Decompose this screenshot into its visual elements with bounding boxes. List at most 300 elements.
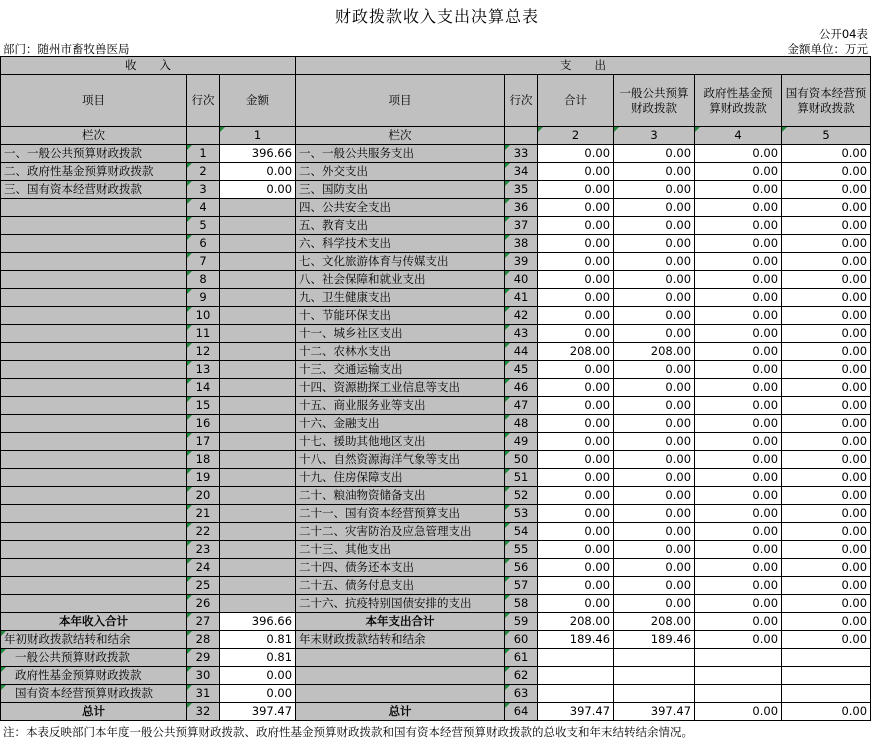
general-budget-cell[interactable]: 0.00 xyxy=(614,415,695,433)
table-row xyxy=(1,253,871,271)
expense-item-cell[interactable]: 三、国防支出 xyxy=(296,181,505,199)
expense-rowno-cell[interactable]: 46 xyxy=(505,379,538,397)
general-budget-cell[interactable]: 0.00 xyxy=(614,163,695,181)
carryover-fund-budget[interactable]: 0.00 xyxy=(695,631,782,649)
income-rowno-cell[interactable]: 7 xyxy=(187,253,220,271)
expense-rowno-cell[interactable]: 44 xyxy=(505,343,538,361)
state-capital-cell[interactable]: 0.00 xyxy=(782,235,871,253)
expense-total-cell[interactable]: 0.00 xyxy=(538,145,614,163)
fund-budget-cell[interactable]: 0.00 xyxy=(695,289,782,307)
table-row xyxy=(1,145,871,163)
general-budget-cell[interactable]: 0.00 xyxy=(614,523,695,541)
fund-budget-cell[interactable]: 0.00 xyxy=(695,325,782,343)
annual-total-state-capital[interactable]: 0.00 xyxy=(782,613,871,631)
table-row xyxy=(1,307,871,325)
expense-rowno-cell[interactable]: 55 xyxy=(505,541,538,559)
fund-budget-cell[interactable]: 0.00 xyxy=(695,361,782,379)
fund-budget-cell[interactable]: 0.00 xyxy=(695,577,782,595)
income-rowno-cell[interactable]: 2 xyxy=(187,163,220,181)
income-item-cell[interactable] xyxy=(1,253,187,271)
expense-total-cell[interactable]: 0.00 xyxy=(538,487,614,505)
expense-item-cell[interactable]: 十三、交通运输支出 xyxy=(296,361,505,379)
general-budget-cell[interactable]: 0.00 xyxy=(614,505,695,523)
income-amount-cell[interactable]: 0.00 xyxy=(220,163,296,181)
expense-item-cell[interactable]: 七、文化旅游体育与传媒支出 xyxy=(296,253,505,271)
expense-rowno-cell[interactable]: 51 xyxy=(505,469,538,487)
column-index-2: 2 xyxy=(538,127,614,145)
income-rowno-cell[interactable]: 4 xyxy=(187,199,220,217)
fund-budget-cell[interactable]: 0.00 xyxy=(695,451,782,469)
income-amount-cell[interactable] xyxy=(220,451,296,469)
general-budget-cell[interactable]: 0.00 xyxy=(614,559,695,577)
income-item-cell[interactable] xyxy=(1,505,187,523)
income-amount-cell[interactable] xyxy=(220,235,296,253)
fund-budget-cell[interactable]: 0.00 xyxy=(695,145,782,163)
income-amount-cell[interactable] xyxy=(220,415,296,433)
income-rowno-cell[interactable]: 23 xyxy=(187,541,220,559)
state-capital-cell[interactable]: 0.00 xyxy=(782,397,871,415)
state-capital-cell[interactable]: 0.00 xyxy=(782,361,871,379)
carryover-detail-amount[interactable]: 0.00 xyxy=(220,667,296,685)
table-row xyxy=(1,595,871,613)
expense-rowno-cell[interactable]: 53 xyxy=(505,505,538,523)
income-rowno-cell[interactable]: 20 xyxy=(187,487,220,505)
income-amount-cell[interactable] xyxy=(220,361,296,379)
state-capital-cell[interactable]: 0.00 xyxy=(782,523,871,541)
carryover-income-amount[interactable]: 0.81 xyxy=(220,631,296,649)
carryover-detail-fund xyxy=(695,649,782,667)
income-amount-cell[interactable] xyxy=(220,595,296,613)
department-label: 部门：随州市畜牧兽医局 xyxy=(3,42,130,56)
carryover-detail-rowno[interactable]: 29 xyxy=(187,649,220,667)
expense-item-cell[interactable]: 一、一般公共服务支出 xyxy=(296,145,505,163)
carryover-detail-item[interactable]: 政府性基金预算财政拨款 xyxy=(1,667,187,685)
expense-rowno-cell[interactable]: 43 xyxy=(505,325,538,343)
grand-total-general-budget[interactable]: 397.47 xyxy=(614,703,695,721)
carryover-general-budget[interactable]: 189.46 xyxy=(614,631,695,649)
carryover-state-capital[interactable]: 0.00 xyxy=(782,631,871,649)
expense-rowno-cell[interactable]: 33 xyxy=(505,145,538,163)
income-rowno-cell[interactable]: 3 xyxy=(187,181,220,199)
expense-item-cell[interactable]: 二十二、灾害防治及应急管理支出 xyxy=(296,523,505,541)
expense-rowno-cell[interactable]: 52 xyxy=(505,487,538,505)
income-rowno-cell[interactable]: 25 xyxy=(187,577,220,595)
column-index-5: 5 xyxy=(782,127,871,145)
income-rowno-cell[interactable]: 5 xyxy=(187,217,220,235)
carryover-detail-item[interactable]: 一般公共预算财政拨款 xyxy=(1,649,187,667)
table-row xyxy=(1,343,871,361)
carryover-expense-item[interactable]: 年末财政拨款结转和结余 xyxy=(296,631,505,649)
fund-budget-cell[interactable]: 0.00 xyxy=(695,217,782,235)
state-capital-cell[interactable]: 0.00 xyxy=(782,289,871,307)
general-budget-cell[interactable]: 0.00 xyxy=(614,577,695,595)
income-item-cell[interactable] xyxy=(1,235,187,253)
fund-budget-cell[interactable]: 0.00 xyxy=(695,253,782,271)
table-row xyxy=(1,433,871,451)
income-item-cell[interactable] xyxy=(1,559,187,577)
income-rowno-cell[interactable]: 9 xyxy=(187,289,220,307)
grand-total-expense-total[interactable]: 397.47 xyxy=(538,703,614,721)
annual-total-income-amount[interactable]: 396.66 xyxy=(220,613,296,631)
fund-budget-cell[interactable]: 0.00 xyxy=(695,307,782,325)
expense-rowno-cell[interactable]: 39 xyxy=(505,253,538,271)
general-budget-cell[interactable]: 0.00 xyxy=(614,235,695,253)
fund-budget-cell[interactable]: 0.00 xyxy=(695,235,782,253)
state-capital-cell[interactable]: 0.00 xyxy=(782,577,871,595)
income-amount-cell[interactable] xyxy=(220,577,296,595)
fund-budget-cell[interactable]: 0.00 xyxy=(695,181,782,199)
income-amount-cell[interactable] xyxy=(220,505,296,523)
expense-total-cell[interactable]: 0.00 xyxy=(538,451,614,469)
expense-total-cell[interactable]: 0.00 xyxy=(538,505,614,523)
general-budget-cell[interactable]: 0.00 xyxy=(614,451,695,469)
income-rowno-cell[interactable]: 13 xyxy=(187,361,220,379)
income-item-cell[interactable] xyxy=(1,289,187,307)
income-rowno-cell[interactable]: 19 xyxy=(187,469,220,487)
fund-budget-cell[interactable]: 0.00 xyxy=(695,487,782,505)
income-item-cell[interactable] xyxy=(1,415,187,433)
expense-item-cell[interactable]: 二十六、抗疫特别国债安排的支出 xyxy=(296,595,505,613)
income-rowno-cell[interactable]: 14 xyxy=(187,379,220,397)
grand-total-fund-budget[interactable]: 0.00 xyxy=(695,703,782,721)
carryover-income-item[interactable]: 年初财政拨款结转和结余 xyxy=(1,631,187,649)
expense-rowno-cell[interactable]: 38 xyxy=(505,235,538,253)
income-item-cell[interactable] xyxy=(1,577,187,595)
expense-rowno-cell[interactable]: 41 xyxy=(505,289,538,307)
footnote: 注：本表反映部门本年度一般公共预算财政拨款、政府性基金预算财政拨款和国有资本经营预算财政拨款的总收支和年末结转结余情况。 xyxy=(3,725,693,739)
income-item-cell[interactable] xyxy=(1,487,187,505)
expense-rowno-cell[interactable]: 42 xyxy=(505,307,538,325)
state-capital-cell[interactable]: 0.00 xyxy=(782,487,871,505)
income-item-cell[interactable] xyxy=(1,307,187,325)
grand-total-state-capital[interactable]: 0.00 xyxy=(782,703,871,721)
annual-total-income-rowno[interactable]: 27 xyxy=(187,613,220,631)
state-capital-cell[interactable]: 0.00 xyxy=(782,451,871,469)
general-budget-cell[interactable]: 208.00 xyxy=(614,343,695,361)
fund-budget-cell[interactable]: 0.00 xyxy=(695,469,782,487)
grand-total-expense-item[interactable]: 总计 xyxy=(296,703,505,721)
expense-rowno-cell[interactable]: 58 xyxy=(505,595,538,613)
general-budget-cell[interactable]: 0.00 xyxy=(614,289,695,307)
general-budget-cell[interactable]: 0.00 xyxy=(614,397,695,415)
annual-total-general-budget[interactable]: 208.00 xyxy=(614,613,695,631)
expense-total-cell[interactable]: 0.00 xyxy=(538,469,614,487)
expense-total-cell[interactable]: 0.00 xyxy=(538,379,614,397)
income-item-cell[interactable] xyxy=(1,595,187,613)
expense-item-cell[interactable]: 九、卫生健康支出 xyxy=(296,289,505,307)
state-capital-cell[interactable]: 0.00 xyxy=(782,253,871,271)
fund-budget-cell[interactable]: 0.00 xyxy=(695,343,782,361)
expense-item-cell[interactable]: 十二、农林水支出 xyxy=(296,343,505,361)
income-rowno-cell[interactable]: 26 xyxy=(187,595,220,613)
fund-budget-cell[interactable]: 0.00 xyxy=(695,523,782,541)
expense-total-cell[interactable]: 0.00 xyxy=(538,595,614,613)
carryover-detail-expense-item xyxy=(296,667,505,685)
income-amount-cell[interactable] xyxy=(220,487,296,505)
state-capital-cell[interactable]: 0.00 xyxy=(782,469,871,487)
income-amount-cell[interactable] xyxy=(220,271,296,289)
expense-item-cell[interactable]: 十五、商业服务业等支出 xyxy=(296,397,505,415)
fund-budget-cell[interactable]: 0.00 xyxy=(695,415,782,433)
income-rowno-cell[interactable]: 8 xyxy=(187,271,220,289)
income-item-cell[interactable] xyxy=(1,379,187,397)
expense-rowno-cell[interactable]: 56 xyxy=(505,559,538,577)
income-amount-cell[interactable] xyxy=(220,325,296,343)
income-rowno-cell[interactable]: 21 xyxy=(187,505,220,523)
carryover-detail-state xyxy=(782,685,871,703)
grand-total-income-rowno[interactable]: 32 xyxy=(187,703,220,721)
expense-total-cell[interactable]: 0.00 xyxy=(538,415,614,433)
income-rowno-cell[interactable]: 22 xyxy=(187,523,220,541)
income-item-cell[interactable] xyxy=(1,343,187,361)
table-row xyxy=(1,199,871,217)
carryover-detail-general xyxy=(614,685,695,703)
expense-rowno-cell[interactable]: 36 xyxy=(505,199,538,217)
expense-rowno-cell[interactable]: 35 xyxy=(505,181,538,199)
state-capital-cell[interactable]: 0.00 xyxy=(782,595,871,613)
expense-total-cell[interactable]: 0.00 xyxy=(538,271,614,289)
expense-rowno-cell[interactable]: 50 xyxy=(505,451,538,469)
expense-item-cell[interactable]: 十九、住房保障支出 xyxy=(296,469,505,487)
general-budget-header: 一般公共预算财政拨款 xyxy=(614,75,695,127)
carryover-detail-expense-total xyxy=(538,685,614,703)
fund-budget-cell[interactable]: 0.00 xyxy=(695,397,782,415)
table-row xyxy=(1,505,871,523)
income-amount-cell[interactable] xyxy=(220,289,296,307)
income-amount-cell[interactable] xyxy=(220,199,296,217)
general-budget-cell[interactable]: 0.00 xyxy=(614,145,695,163)
general-budget-cell[interactable]: 0.00 xyxy=(614,253,695,271)
general-budget-cell[interactable]: 0.00 xyxy=(614,271,695,289)
amount-unit-label: 金额单位：万元 xyxy=(787,42,868,56)
expense-rowno-cell[interactable]: 47 xyxy=(505,397,538,415)
income-item-cell[interactable] xyxy=(1,469,187,487)
income-amount-cell[interactable] xyxy=(220,343,296,361)
expense-item-cell[interactable]: 二十五、债务付息支出 xyxy=(296,577,505,595)
expense-rowno-cell[interactable]: 54 xyxy=(505,523,538,541)
state-capital-cell[interactable]: 0.00 xyxy=(782,379,871,397)
carryover-detail-expense-rowno[interactable]: 62 xyxy=(505,667,538,685)
income-item-cell[interactable] xyxy=(1,541,187,559)
income-amount-cell[interactable] xyxy=(220,307,296,325)
carryover-income-rowno[interactable]: 28 xyxy=(187,631,220,649)
general-budget-cell[interactable]: 0.00 xyxy=(614,325,695,343)
income-amount-cell[interactable] xyxy=(220,469,296,487)
income-rowno-cell[interactable]: 18 xyxy=(187,451,220,469)
general-budget-cell[interactable]: 0.00 xyxy=(614,487,695,505)
income-item-cell[interactable] xyxy=(1,433,187,451)
general-budget-cell[interactable]: 0.00 xyxy=(614,307,695,325)
state-capital-cell[interactable]: 0.00 xyxy=(782,541,871,559)
income-item-cell[interactable] xyxy=(1,523,187,541)
income-item-cell[interactable]: 三、国有资本经营财政拨款 xyxy=(1,181,187,199)
expense-total-cell[interactable]: 0.00 xyxy=(538,325,614,343)
expense-section-header: 支 出 xyxy=(296,57,871,75)
state-capital-cell[interactable]: 0.00 xyxy=(782,343,871,361)
income-rowno-cell[interactable]: 16 xyxy=(187,415,220,433)
table-row xyxy=(1,379,871,397)
expense-item-cell[interactable]: 二十一、国有资本经营预算支出 xyxy=(296,505,505,523)
expense-total-cell[interactable]: 0.00 xyxy=(538,577,614,595)
general-budget-cell[interactable]: 0.00 xyxy=(614,541,695,559)
table-row xyxy=(1,217,871,235)
column-index-3: 3 xyxy=(614,127,695,145)
income-amount-cell[interactable]: 0.00 xyxy=(220,181,296,199)
income-item-cell[interactable] xyxy=(1,217,187,235)
state-capital-cell[interactable]: 0.00 xyxy=(782,307,871,325)
income-section-header: 收 入 xyxy=(1,57,296,75)
income-item-cell[interactable] xyxy=(1,325,187,343)
expense-rowno-cell[interactable]: 57 xyxy=(505,577,538,595)
expense-rowno-cell[interactable]: 40 xyxy=(505,271,538,289)
state-capital-cell[interactable]: 0.00 xyxy=(782,181,871,199)
state-capital-cell[interactable]: 0.00 xyxy=(782,145,871,163)
expense-item-cell[interactable]: 十六、金融支出 xyxy=(296,415,505,433)
income-item-cell[interactable] xyxy=(1,397,187,415)
expense-total-cell[interactable]: 0.00 xyxy=(538,523,614,541)
income-item-cell[interactable] xyxy=(1,199,187,217)
expense-item-cell[interactable]: 四、公共安全支出 xyxy=(296,199,505,217)
expense-total-cell[interactable]: 0.00 xyxy=(538,433,614,451)
income-item-cell[interactable] xyxy=(1,271,187,289)
grand-total-expense-rowno[interactable]: 64 xyxy=(505,703,538,721)
expense-total-cell[interactable]: 0.00 xyxy=(538,541,614,559)
carryover-detail-expense-rowno[interactable]: 61 xyxy=(505,649,538,667)
income-item-cell[interactable]: 一、一般公共预算财政拨款 xyxy=(1,145,187,163)
income-amount-cell[interactable]: 396.66 xyxy=(220,145,296,163)
expense-total-cell[interactable]: 0.00 xyxy=(538,361,614,379)
state-capital-cell[interactable]: 0.00 xyxy=(782,559,871,577)
general-budget-cell[interactable]: 0.00 xyxy=(614,181,695,199)
carryover-detail-rowno[interactable]: 30 xyxy=(187,667,220,685)
income-amount-cell[interactable] xyxy=(220,379,296,397)
expense-rowno-cell[interactable]: 45 xyxy=(505,361,538,379)
general-budget-cell[interactable]: 0.00 xyxy=(614,595,695,613)
state-capital-cell[interactable]: 0.00 xyxy=(782,271,871,289)
expense-total-cell[interactable]: 0.00 xyxy=(538,181,614,199)
expense-rowno-cell[interactable]: 48 xyxy=(505,415,538,433)
annual-total-income-item[interactable]: 本年收入合计 xyxy=(1,613,187,631)
state-capital-cell[interactable]: 0.00 xyxy=(782,199,871,217)
fund-budget-cell[interactable]: 0.00 xyxy=(695,433,782,451)
income-amount-cell[interactable] xyxy=(220,217,296,235)
annual-total-expense-total[interactable]: 208.00 xyxy=(538,613,614,631)
income-amount-cell[interactable] xyxy=(220,559,296,577)
income-item-cell[interactable]: 二、政府性基金预算财政拨款 xyxy=(1,163,187,181)
annual-total-fund-budget[interactable]: 0.00 xyxy=(695,613,782,631)
grand-total-income-amount[interactable]: 397.47 xyxy=(220,703,296,721)
general-budget-cell[interactable]: 0.00 xyxy=(614,469,695,487)
income-amount-cell[interactable] xyxy=(220,433,296,451)
general-budget-cell[interactable]: 0.00 xyxy=(614,199,695,217)
carryover-detail-expense-rowno[interactable]: 63 xyxy=(505,685,538,703)
fund-budget-cell[interactable]: 0.00 xyxy=(695,163,782,181)
fund-budget-cell[interactable]: 0.00 xyxy=(695,559,782,577)
expense-item-cell[interactable]: 二十四、债务还本支出 xyxy=(296,559,505,577)
state-capital-cell[interactable]: 0.00 xyxy=(782,217,871,235)
expense-total-cell[interactable]: 0.00 xyxy=(538,163,614,181)
income-item-cell[interactable] xyxy=(1,361,187,379)
annual-total-expense-item[interactable]: 本年支出合计 xyxy=(296,613,505,631)
expense-rowno-cell[interactable]: 37 xyxy=(505,217,538,235)
expense-item-cell[interactable]: 二、外交支出 xyxy=(296,163,505,181)
income-rowno-cell[interactable]: 15 xyxy=(187,397,220,415)
state-capital-cell[interactable]: 0.00 xyxy=(782,163,871,181)
state-capital-cell[interactable]: 0.00 xyxy=(782,325,871,343)
expense-item-cell[interactable]: 六、科学技术支出 xyxy=(296,235,505,253)
income-rowno-cell[interactable]: 6 xyxy=(187,235,220,253)
expense-total-cell[interactable]: 0.00 xyxy=(538,289,614,307)
expense-total-cell[interactable]: 208.00 xyxy=(538,343,614,361)
fund-budget-cell[interactable]: 0.00 xyxy=(695,505,782,523)
expense-item-cell[interactable]: 八、社会保障和就业支出 xyxy=(296,271,505,289)
carryover-detail-amount[interactable]: 0.81 xyxy=(220,649,296,667)
income-rowno-cell[interactable]: 11 xyxy=(187,325,220,343)
expense-total-cell[interactable]: 0.00 xyxy=(538,397,614,415)
expense-rowno-cell[interactable]: 34 xyxy=(505,163,538,181)
carryover-detail-item[interactable]: 国有资本经营预算财政拨款 xyxy=(1,685,187,703)
expense-total-cell[interactable]: 0.00 xyxy=(538,253,614,271)
expense-total-cell[interactable]: 0.00 xyxy=(538,199,614,217)
income-item-cell[interactable] xyxy=(1,451,187,469)
fund-budget-cell[interactable]: 0.00 xyxy=(695,271,782,289)
carryover-detail-rowno[interactable]: 31 xyxy=(187,685,220,703)
income-rowno-cell[interactable]: 12 xyxy=(187,343,220,361)
general-budget-cell[interactable]: 0.00 xyxy=(614,379,695,397)
table-row xyxy=(1,559,871,577)
expense-item-cell[interactable]: 十八、自然资源海洋气象等支出 xyxy=(296,451,505,469)
annual-total-expense-rowno[interactable]: 59 xyxy=(505,613,538,631)
expense-item-cell[interactable]: 二十三、其他支出 xyxy=(296,541,505,559)
income-rowno-cell[interactable]: 1 xyxy=(187,145,220,163)
expense-total-cell[interactable]: 0.00 xyxy=(538,559,614,577)
expense-total-cell[interactable]: 0.00 xyxy=(538,217,614,235)
fund-budget-cell[interactable]: 0.00 xyxy=(695,379,782,397)
expense-item-cell[interactable]: 十七、援助其他地区支出 xyxy=(296,433,505,451)
fund-budget-cell[interactable]: 0.00 xyxy=(695,199,782,217)
fund-budget-cell[interactable]: 0.00 xyxy=(695,595,782,613)
carryover-detail-amount[interactable]: 0.00 xyxy=(220,685,296,703)
expense-rowno-cell[interactable]: 49 xyxy=(505,433,538,451)
income-amount-cell[interactable] xyxy=(220,253,296,271)
expense-item-cell[interactable]: 十、节能环保支出 xyxy=(296,307,505,325)
income-amount-cell[interactable] xyxy=(220,523,296,541)
general-budget-cell[interactable]: 0.00 xyxy=(614,361,695,379)
income-amount-cell[interactable] xyxy=(220,397,296,415)
carryover-expense-total[interactable]: 189.46 xyxy=(538,631,614,649)
grand-total-income-item[interactable]: 总计 xyxy=(1,703,187,721)
income-rowno-cell[interactable]: 10 xyxy=(187,307,220,325)
state-capital-cell[interactable]: 0.00 xyxy=(782,415,871,433)
fund-budget-cell[interactable]: 0.00 xyxy=(695,541,782,559)
expense-item-cell[interactable]: 十四、资源勘探工业信息等支出 xyxy=(296,379,505,397)
expense-item-cell[interactable]: 二十、粮油物资储备支出 xyxy=(296,487,505,505)
state-capital-cell[interactable]: 0.00 xyxy=(782,505,871,523)
income-rowno-cell[interactable]: 17 xyxy=(187,433,220,451)
expense-item-cell[interactable]: 五、教育支出 xyxy=(296,217,505,235)
state-capital-cell[interactable]: 0.00 xyxy=(782,433,871,451)
table-row xyxy=(1,289,871,307)
income-amount-cell[interactable] xyxy=(220,541,296,559)
income-rowno-header: 行次 xyxy=(187,75,220,127)
expense-item-cell[interactable]: 十一、城乡社区支出 xyxy=(296,325,505,343)
general-budget-cell[interactable]: 0.00 xyxy=(614,217,695,235)
general-budget-cell[interactable]: 0.00 xyxy=(614,433,695,451)
expense-total-cell[interactable]: 0.00 xyxy=(538,307,614,325)
income-rowno-cell[interactable]: 24 xyxy=(187,559,220,577)
carryover-expense-rowno[interactable]: 60 xyxy=(505,631,538,649)
expense-total-cell[interactable]: 0.00 xyxy=(538,235,614,253)
